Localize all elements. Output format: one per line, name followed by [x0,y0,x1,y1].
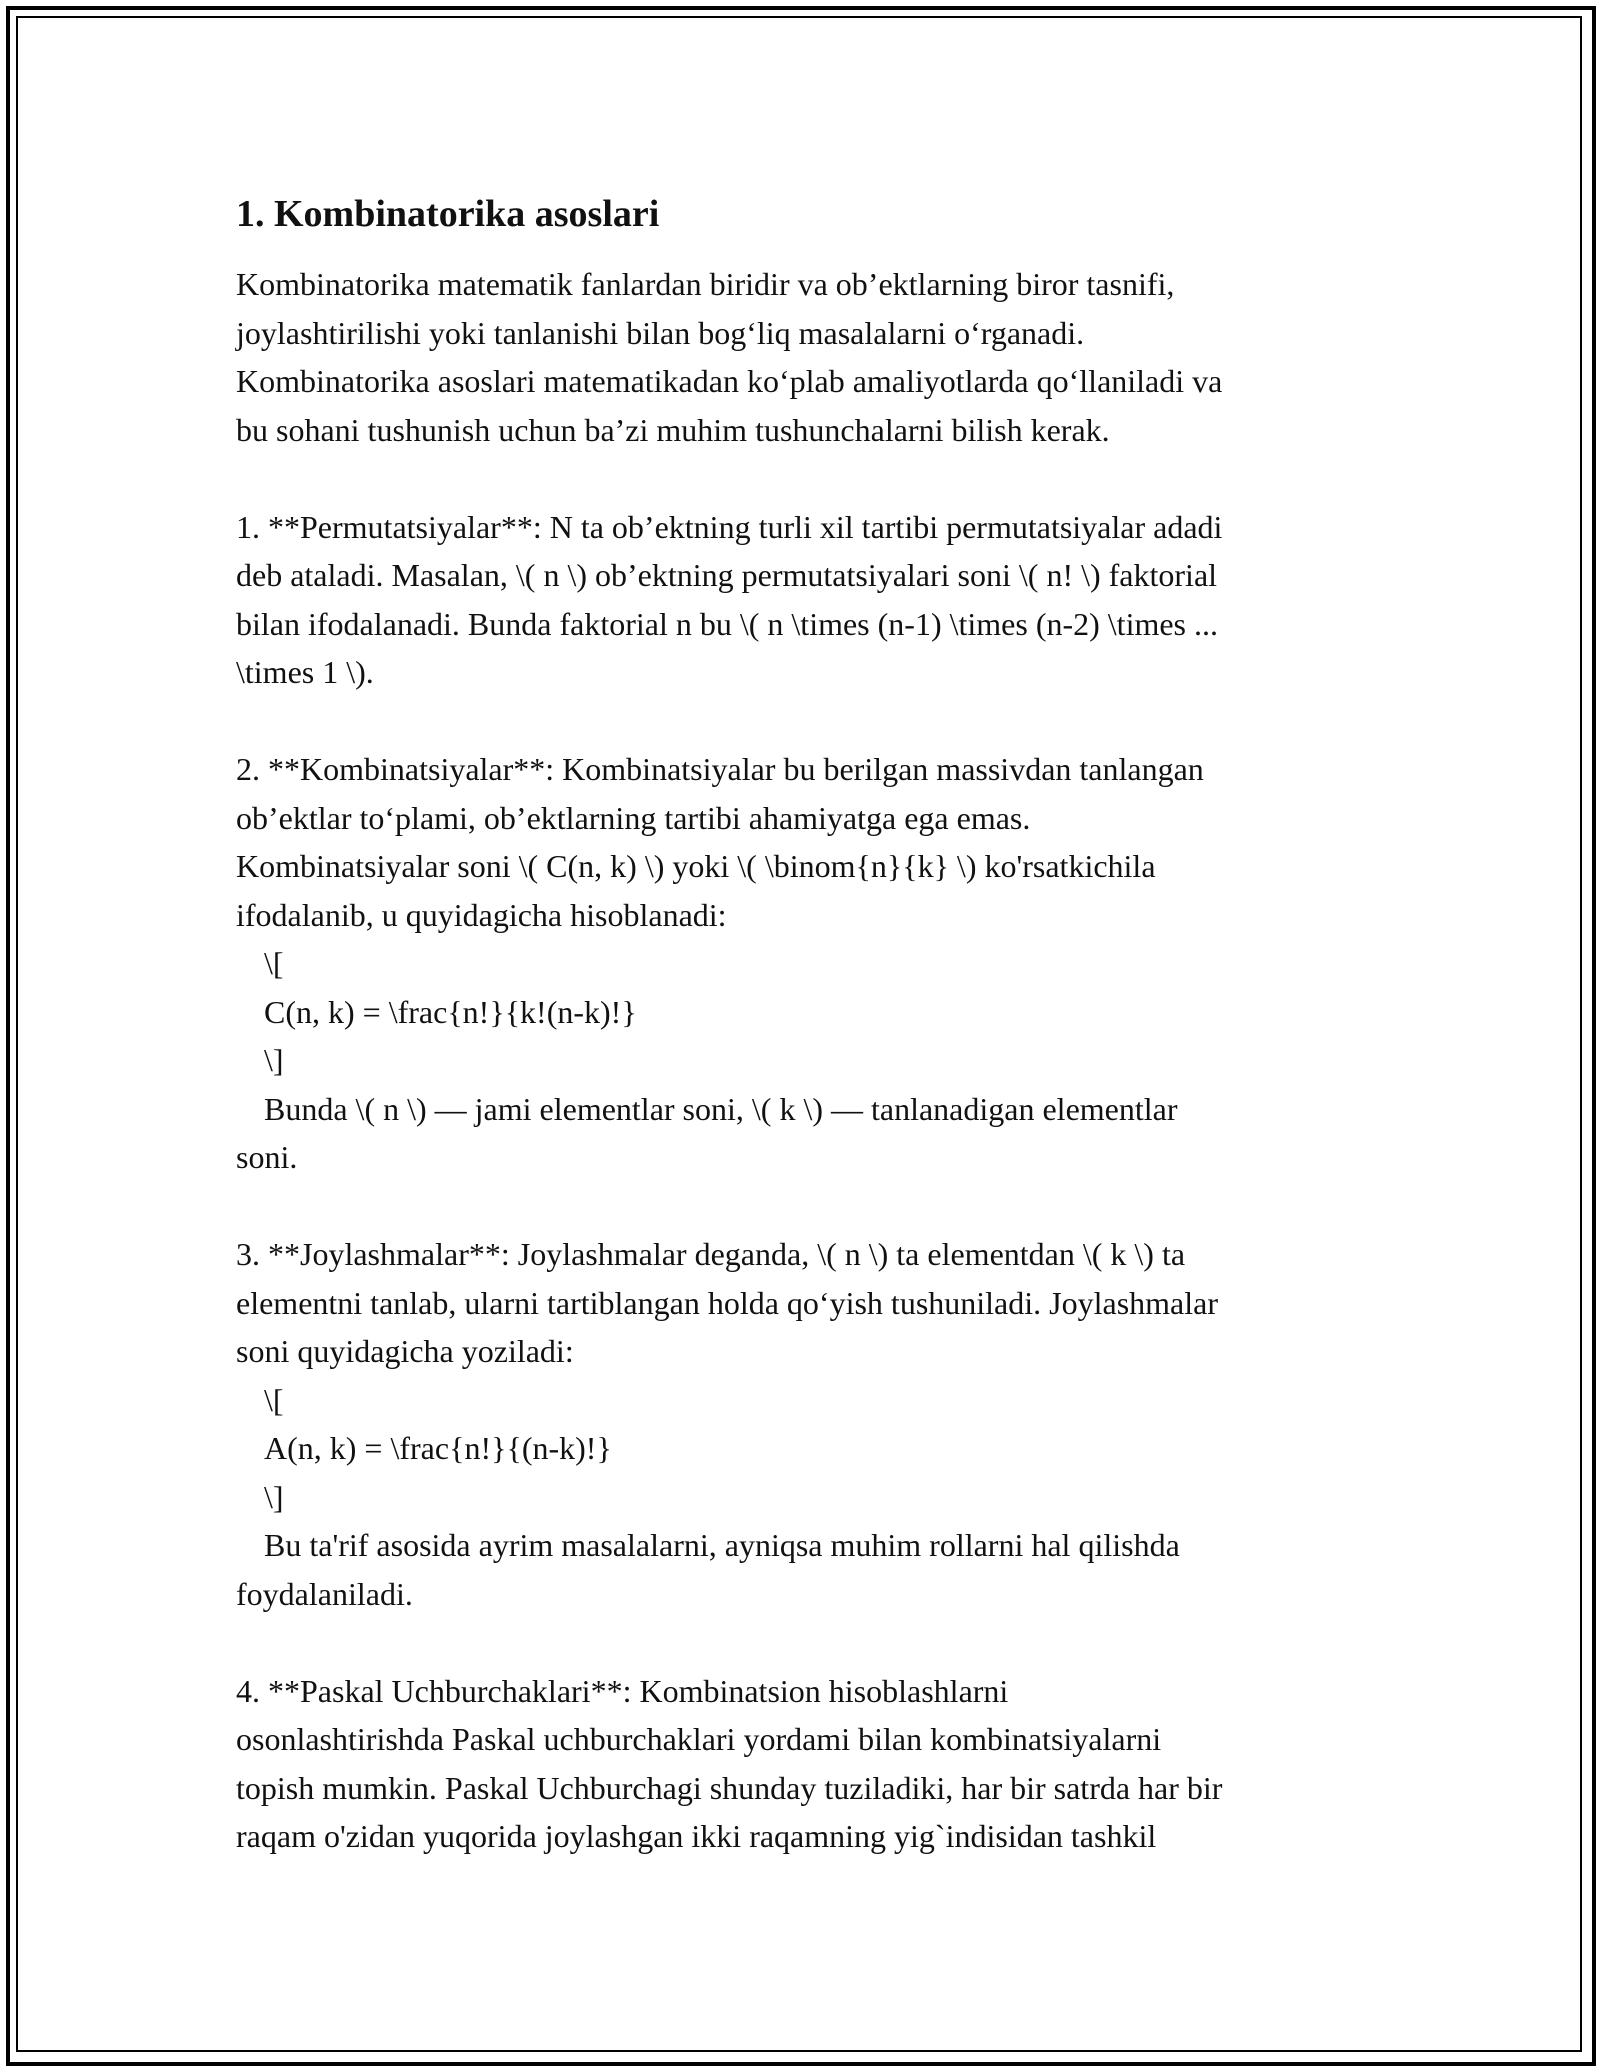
text-line: soni quyidagicha yoziladi: [236,1333,574,1369]
section-arrangements [236,1230,1386,1618]
document-body [236,186,1386,1861]
formula-close: \] [264,1478,284,1515]
paragraph-gap [236,1618,1386,1667]
combination-formula: C(n, k) = \frac{n!}{k!(n-k)!} [264,993,637,1030]
paragraph-gap [236,697,1386,746]
text-line: Kombinatorika matematik fanlardan biridir va ob’ektlarning biror tasnifi, [236,266,1175,302]
text-line: Kombinatsiyalar soni \( C(n, k) \) yoki \( \binom{n}{k} \) ko'rsatkichila [236,848,1156,884]
text-line: foydalaniladi. [236,1575,413,1612]
page-title: 1. Kombinatorika asoslari [236,193,660,235]
text-line: ob’ektlar to‘plami, ob’ektlarning tartibi ahamiyatga ega emas. [236,799,1031,836]
section-permutations [236,503,1386,697]
text-line: bu sohani tushunish uchun ba’zi muhim tushunchalarni bilish kerak. [236,411,1110,448]
text-line: topish mumkin. Paskal Uchburchagi shunday tuziladiki, har bir satrda har bir [236,1769,1223,1806]
text-line: 3. **Joylashmalar**: Joylashmalar deganda, \( n \) ta elementdan \( k \) ta [236,1236,1186,1272]
formula-close: \] [264,1042,284,1078]
text-line: osonlashtirishda Paskal uchburchaklari yordami bilan kombinatsiyalarni [236,1721,1162,1757]
text-line: 2. **Kombinatsiyalar**: Kombinatsiyalar bu berilgan massivdan tanlangan [236,751,1204,787]
text-line: \times 1 \). [236,654,374,690]
text-line: deb ataladi. Masalan, \( n \) ob’ektning permutatsiyalari soni \( n! \) faktorial [236,557,1218,593]
text-line: soni. [236,1139,298,1175]
formula-open: \[ [264,1381,284,1418]
arrangement-formula: A(n, k) = \frac{n!}{(n-k)!} [264,1430,612,1466]
text-line: Kombinatorika asoslari matematikadan ko‘plab amaliyotlarda qo‘llaniladi va [236,363,1223,399]
text-line: 1. **Permutatsiyalar**: N ta ob’ektning turli xil tartibi permutatsiyalar adadi [236,508,1223,545]
text-line: Bunda \( n \) — jami elementlar soni, \( k \) — tanlanadigan elementlar [264,1090,1178,1127]
text-line: raqam o'zidan yuqorida joylashgan ikki raqamning yig`indisidan tashkil [236,1818,1157,1854]
formula-open: \[ [264,945,284,981]
text-line: ifodalanib, u quyidagicha hisoblanadi: [236,896,727,933]
section-combinations [236,745,1386,1182]
text-line: joylashtirilishi yoki tanlanishi bilan bog‘liq masalalarni o‘rganadi. [236,314,1085,351]
intro-paragraph [236,260,1386,454]
text-line: 4. **Paskal Uchburchaklari**: Kombinatsion hisoblashlarni [236,1672,1009,1709]
paragraph-gap [236,454,1386,503]
paragraph-gap [236,1182,1386,1231]
section-pascal-triangle [236,1667,1386,1861]
text-line: Bu ta'rif asosida ayrim masalalarni, ayniqsa muhim rollarni hal qilishda [264,1527,1180,1563]
text-line: elementni tanlab, ularni tartiblangan holda qo‘yish tushuniladi. Joylashmalar [236,1284,1218,1321]
text-line: bilan ifodalanadi. Bunda faktorial n bu \( n \times (n-1) \times (n-2) \times ... [236,605,1218,642]
